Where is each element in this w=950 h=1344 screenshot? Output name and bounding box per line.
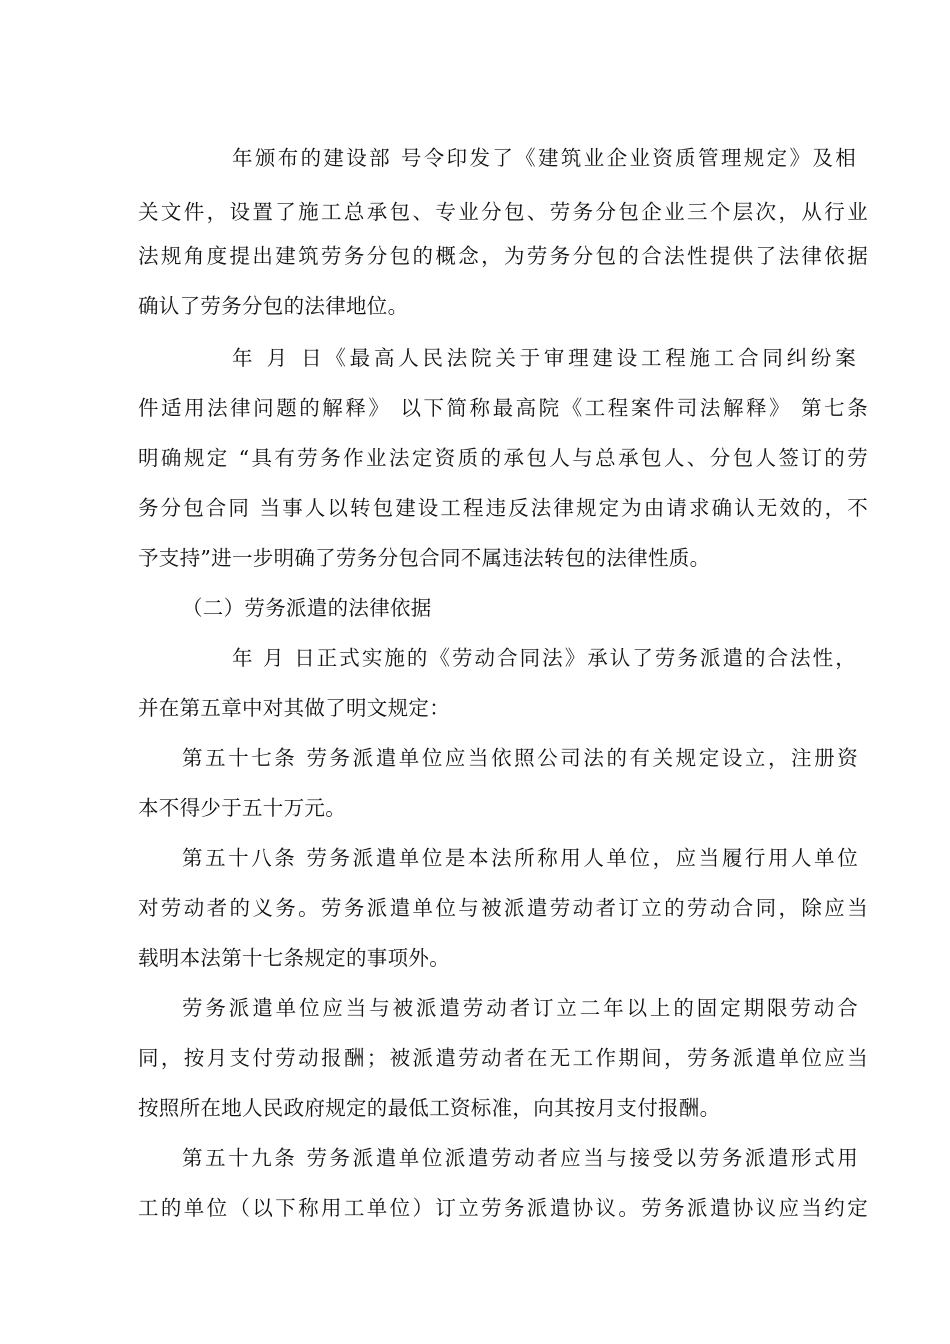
text-line: 予支持”进一步明确了劳务分包合同不属违法转包的法律性质。 [138,546,711,570]
text-line: 并在第五章中对其做了明文规定： [138,696,450,720]
text-line: 年 月 日《最高人民法院关于审理建设工程施工合同纠纷案 [232,346,856,370]
text-line: 件适用法律问题的解释》 以下简称最高院《工程案件司法解释》 第七条 [138,396,868,420]
text-line: 确认了劳务分包的法律地位。 [138,294,409,318]
text-line: 按照所在地人民政府规定的最低工资标准，向其按月支付报酬。 [138,1096,721,1120]
section-heading: （二）劳务派遣的法律依据 [182,596,432,620]
text-line: 载明本法第十七条规定的事项外。 [138,946,450,970]
text-line: 对劳动者的义务。劳务派遣单位与被派遣劳动者订立的劳动合同，除应当 [138,896,868,920]
text-line: 法规角度提出建筑劳务分包的概念，为劳务分包的合法性提供了法律依据 [138,244,868,268]
text-line: 工的单位（以下称用工单位）订立劳务派遣协议。劳务派遣协议应当约定 [138,1196,868,1220]
text-line: 关文件，设置了施工总承包、专业分包、劳务分包企业三个层次，从行业 [138,200,868,224]
text-line: 务分包合同 当事人以转包建设工程违反法律规定为由请求确认无效的，不 [138,496,868,520]
text-line: 第五十七条 劳务派遣单位应当依照公司法的有关规定设立，注册资 [182,746,858,770]
text-line: 年颁布的建设部 号令印发了《建筑业企业资质管理规定》及相 [232,146,856,170]
text-line: 明确规定 “具有劳务作业法定资质的承包人与总承包人、分包人签订的劳 [138,446,868,470]
text-line: 第五十九条 劳务派遣单位派遣劳动者应当与接受以劳务派遣形式用 [182,1146,858,1170]
text-line: 同，按月支付劳动报酬；被派遣劳动者在无工作期间，劳务派遣单位应当 [138,1046,868,1070]
text-line: 劳务派遣单位应当与被派遣劳动者订立二年以上的固定期限劳动合 [182,996,858,1020]
text-line: 年 月 日正式实施的《劳动合同法》承认了劳务派遣的合法性， [232,646,856,670]
text-line: 本不得少于五十万元。 [138,796,346,820]
text-line: 第五十八条 劳务派遣单位是本法所称用人单位，应当履行用人单位 [182,846,858,870]
